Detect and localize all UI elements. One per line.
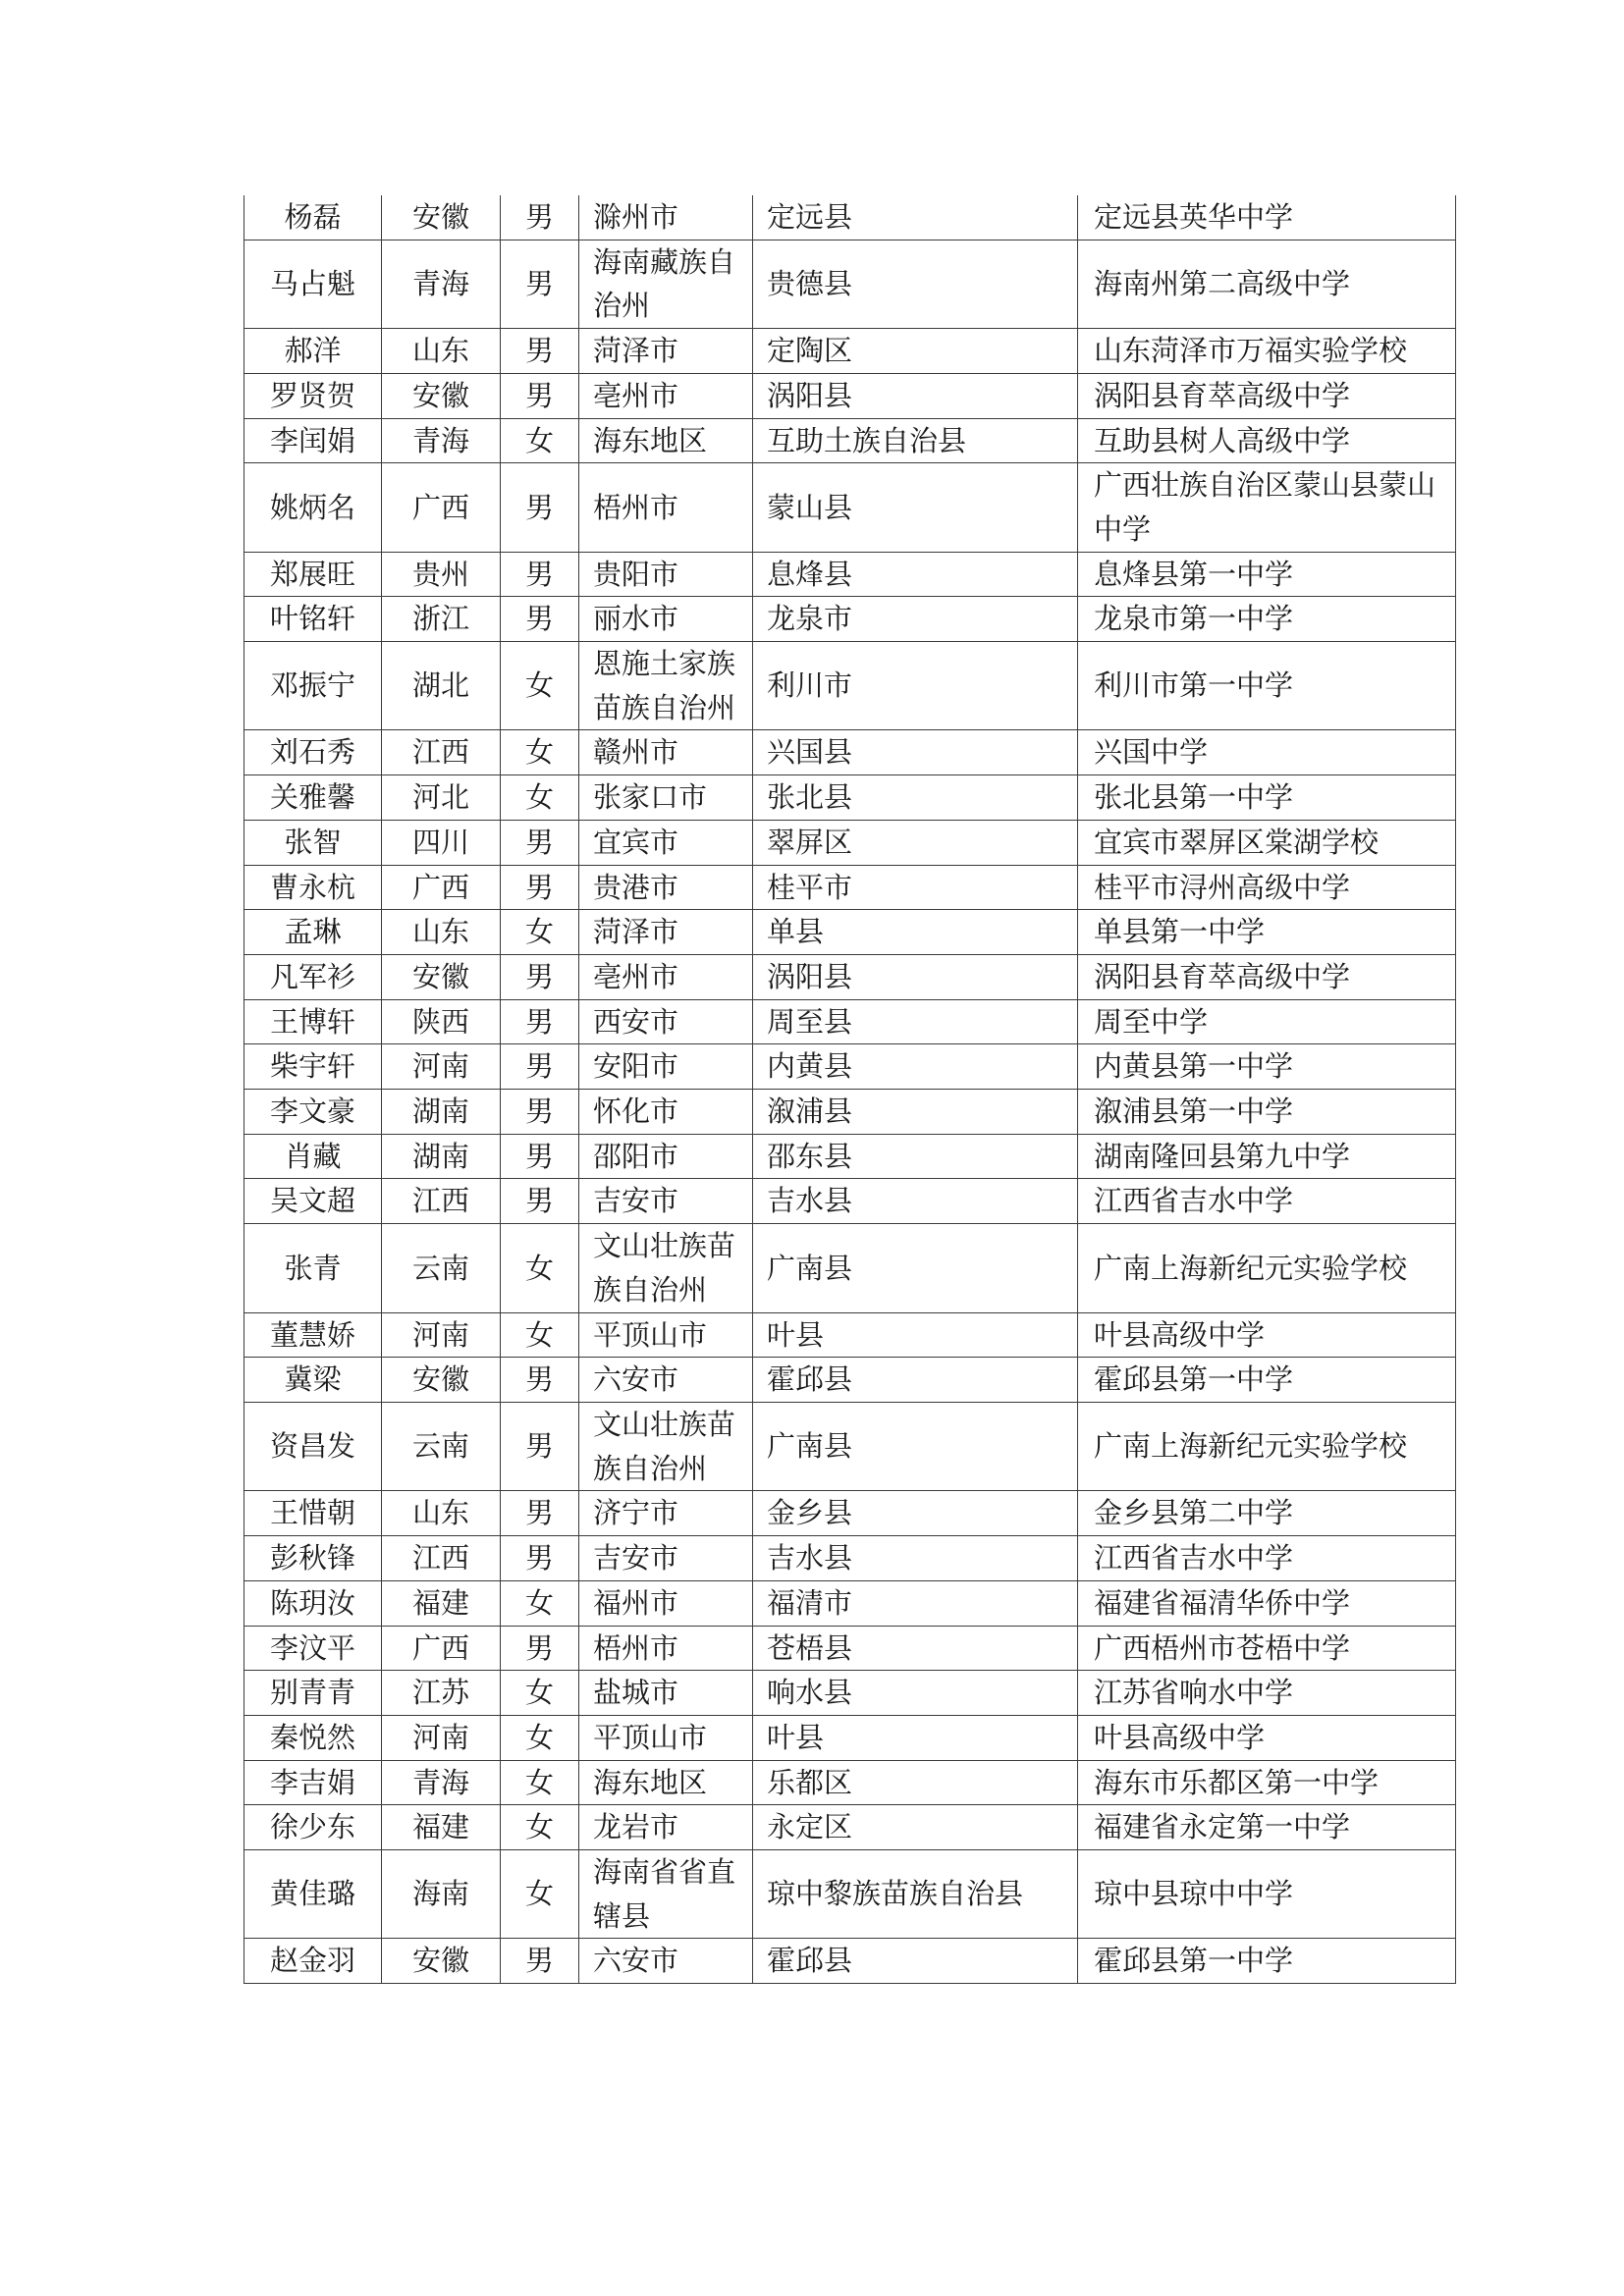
gender-cell: 男	[501, 552, 579, 597]
county-cell: 龙泉市	[753, 597, 1078, 642]
province-cell: 广西	[382, 865, 501, 910]
table-row	[244, 552, 1456, 597]
name-cell: 李汶平	[244, 1626, 382, 1671]
city-cell: 菏泽市	[579, 329, 753, 374]
county-cell: 单县	[753, 910, 1078, 955]
table-row	[244, 642, 1456, 730]
table-row	[244, 1358, 1456, 1403]
gender-cell: 男	[501, 820, 579, 865]
school-cell: 福建省福清华侨中学	[1078, 1580, 1456, 1626]
province-cell: 安徽	[382, 373, 501, 418]
county-cell: 邵东县	[753, 1134, 1078, 1179]
city-cell: 宜宾市	[579, 820, 753, 865]
name-cell: 叶铭轩	[244, 597, 382, 642]
school-cell: 溆浦县第一中学	[1078, 1090, 1456, 1135]
province-cell: 浙江	[382, 597, 501, 642]
county-cell: 吉水县	[753, 1179, 1078, 1224]
student-table	[244, 195, 1456, 1984]
table-row	[244, 1626, 1456, 1671]
city-cell: 文山壮族苗族自治州	[579, 1402, 753, 1490]
gender-cell: 女	[501, 1671, 579, 1716]
province-cell: 山东	[382, 910, 501, 955]
gender-cell: 男	[501, 954, 579, 999]
county-cell: 利川市	[753, 642, 1078, 730]
name-cell: 张青	[244, 1224, 382, 1312]
name-cell: 肖藏	[244, 1134, 382, 1179]
county-cell: 金乡县	[753, 1491, 1078, 1536]
province-cell: 广西	[382, 463, 501, 552]
table-row	[244, 597, 1456, 642]
city-cell: 恩施土家族苗族自治州	[579, 642, 753, 730]
county-cell: 叶县	[753, 1715, 1078, 1760]
table-row	[244, 1224, 1456, 1312]
school-cell: 单县第一中学	[1078, 910, 1456, 955]
school-cell: 广西壮族自治区蒙山县蒙山中学	[1078, 463, 1456, 552]
county-cell: 兴国县	[753, 730, 1078, 775]
school-cell: 广南上海新纪元实验学校	[1078, 1402, 1456, 1490]
city-cell: 贵阳市	[579, 552, 753, 597]
table-row	[244, 240, 1456, 328]
name-cell: 罗贤贺	[244, 373, 382, 418]
name-cell: 杨磊	[244, 195, 382, 240]
gender-cell: 女	[501, 1224, 579, 1312]
city-cell: 吉安市	[579, 1179, 753, 1224]
name-cell: 姚炳名	[244, 463, 382, 552]
gender-cell: 女	[501, 910, 579, 955]
city-cell: 西安市	[579, 999, 753, 1044]
school-cell: 龙泉市第一中学	[1078, 597, 1456, 642]
name-cell: 郑展旺	[244, 552, 382, 597]
school-cell: 利川市第一中学	[1078, 642, 1456, 730]
gender-cell: 女	[501, 642, 579, 730]
school-cell: 兴国中学	[1078, 730, 1456, 775]
province-cell: 四川	[382, 820, 501, 865]
table-row	[244, 463, 1456, 552]
table-row	[244, 865, 1456, 910]
name-cell: 别青青	[244, 1671, 382, 1716]
school-cell: 广南上海新纪元实验学校	[1078, 1224, 1456, 1312]
school-cell: 山东菏泽市万福实验学校	[1078, 329, 1456, 374]
province-cell: 安徽	[382, 195, 501, 240]
gender-cell: 女	[501, 730, 579, 775]
name-cell: 董慧娇	[244, 1312, 382, 1358]
province-cell: 江苏	[382, 1671, 501, 1716]
table-row	[244, 373, 1456, 418]
county-cell: 定远县	[753, 195, 1078, 240]
school-cell: 内黄县第一中学	[1078, 1044, 1456, 1090]
gender-cell: 女	[501, 1850, 579, 1939]
gender-cell: 男	[501, 329, 579, 374]
name-cell: 李闰娟	[244, 418, 382, 463]
province-cell: 广西	[382, 1626, 501, 1671]
gender-cell: 男	[501, 240, 579, 328]
province-cell: 贵州	[382, 552, 501, 597]
school-cell: 叶县高级中学	[1078, 1312, 1456, 1358]
province-cell: 河北	[382, 775, 501, 821]
province-cell: 湖北	[382, 642, 501, 730]
gender-cell: 女	[501, 1760, 579, 1805]
county-cell: 广南县	[753, 1402, 1078, 1490]
gender-cell: 男	[501, 373, 579, 418]
county-cell: 内黄县	[753, 1044, 1078, 1090]
school-cell: 江西省吉水中学	[1078, 1536, 1456, 1581]
gender-cell: 男	[501, 1090, 579, 1135]
school-cell: 叶县高级中学	[1078, 1715, 1456, 1760]
table-row	[244, 329, 1456, 374]
county-cell: 琼中黎族苗族自治县	[753, 1850, 1078, 1939]
gender-cell: 男	[501, 1626, 579, 1671]
province-cell: 云南	[382, 1224, 501, 1312]
province-cell: 福建	[382, 1805, 501, 1850]
province-cell: 青海	[382, 418, 501, 463]
school-cell: 琼中县琼中中学	[1078, 1850, 1456, 1939]
city-cell: 贵港市	[579, 865, 753, 910]
city-cell: 邵阳市	[579, 1134, 753, 1179]
school-cell: 湖南隆回县第九中学	[1078, 1134, 1456, 1179]
province-cell: 青海	[382, 240, 501, 328]
county-cell: 福清市	[753, 1580, 1078, 1626]
school-cell: 周至中学	[1078, 999, 1456, 1044]
table-row	[244, 1760, 1456, 1805]
school-cell: 桂平市浔州高级中学	[1078, 865, 1456, 910]
county-cell: 霍邱县	[753, 1358, 1078, 1403]
name-cell: 马占魁	[244, 240, 382, 328]
name-cell: 陈玥汝	[244, 1580, 382, 1626]
table-row	[244, 1850, 1456, 1939]
school-cell: 定远县英华中学	[1078, 195, 1456, 240]
county-cell: 桂平市	[753, 865, 1078, 910]
name-cell: 冀梁	[244, 1358, 382, 1403]
school-cell: 江苏省响水中学	[1078, 1671, 1456, 1716]
table-row	[244, 1580, 1456, 1626]
city-cell: 丽水市	[579, 597, 753, 642]
school-cell: 海南州第二高级中学	[1078, 240, 1456, 328]
city-cell: 平顶山市	[579, 1715, 753, 1760]
county-cell: 贵德县	[753, 240, 1078, 328]
table-row	[244, 1715, 1456, 1760]
province-cell: 陕西	[382, 999, 501, 1044]
table-row	[244, 910, 1456, 955]
gender-cell: 男	[501, 1939, 579, 1984]
table-row	[244, 954, 1456, 999]
province-cell: 江西	[382, 1179, 501, 1224]
city-cell: 梧州市	[579, 463, 753, 552]
gender-cell: 男	[501, 1491, 579, 1536]
table-row	[244, 1805, 1456, 1850]
school-cell: 息烽县第一中学	[1078, 552, 1456, 597]
city-cell: 盐城市	[579, 1671, 753, 1716]
city-cell: 海南省省直辖县	[579, 1850, 753, 1939]
gender-cell: 女	[501, 775, 579, 821]
city-cell: 怀化市	[579, 1090, 753, 1135]
county-cell: 吉水县	[753, 1536, 1078, 1581]
province-cell: 云南	[382, 1402, 501, 1490]
table-row	[244, 820, 1456, 865]
name-cell: 李吉娟	[244, 1760, 382, 1805]
table-row	[244, 1044, 1456, 1090]
county-cell: 涡阳县	[753, 373, 1078, 418]
city-cell: 梧州市	[579, 1626, 753, 1671]
city-cell: 六安市	[579, 1939, 753, 1984]
county-cell: 互助土族自治县	[753, 418, 1078, 463]
name-cell: 王惜朝	[244, 1491, 382, 1536]
city-cell: 菏泽市	[579, 910, 753, 955]
province-cell: 江西	[382, 730, 501, 775]
name-cell: 吴文超	[244, 1179, 382, 1224]
city-cell: 亳州市	[579, 373, 753, 418]
school-cell: 海东市乐都区第一中学	[1078, 1760, 1456, 1805]
gender-cell: 男	[501, 1536, 579, 1581]
province-cell: 山东	[382, 1491, 501, 1536]
table-row	[244, 195, 1456, 240]
city-cell: 滁州市	[579, 195, 753, 240]
gender-cell: 男	[501, 1402, 579, 1490]
county-cell: 霍邱县	[753, 1939, 1078, 1984]
city-cell: 平顶山市	[579, 1312, 753, 1358]
city-cell: 文山壮族苗族自治州	[579, 1224, 753, 1312]
city-cell: 福州市	[579, 1580, 753, 1626]
name-cell: 彭秋锋	[244, 1536, 382, 1581]
province-cell: 安徽	[382, 954, 501, 999]
name-cell: 秦悦然	[244, 1715, 382, 1760]
gender-cell: 女	[501, 418, 579, 463]
province-cell: 湖南	[382, 1134, 501, 1179]
table-row	[244, 1491, 1456, 1536]
school-cell: 涡阳县育萃高级中学	[1078, 954, 1456, 999]
gender-cell: 女	[501, 1805, 579, 1850]
name-cell: 赵金羽	[244, 1939, 382, 1984]
province-cell: 海南	[382, 1850, 501, 1939]
county-cell: 蒙山县	[753, 463, 1078, 552]
city-cell: 海南藏族自治州	[579, 240, 753, 328]
table-row	[244, 730, 1456, 775]
school-cell: 互助县树人高级中学	[1078, 418, 1456, 463]
school-cell: 福建省永定第一中学	[1078, 1805, 1456, 1850]
table-row	[244, 1671, 1456, 1716]
school-cell: 宜宾市翠屏区棠湖学校	[1078, 820, 1456, 865]
school-cell: 霍邱县第一中学	[1078, 1358, 1456, 1403]
table-row	[244, 1939, 1456, 1984]
city-cell: 海东地区	[579, 418, 753, 463]
name-cell: 关雅馨	[244, 775, 382, 821]
county-cell: 定陶区	[753, 329, 1078, 374]
name-cell: 王博轩	[244, 999, 382, 1044]
province-cell: 山东	[382, 329, 501, 374]
province-cell: 江西	[382, 1536, 501, 1581]
province-cell: 河南	[382, 1715, 501, 1760]
school-cell: 涡阳县育萃高级中学	[1078, 373, 1456, 418]
school-cell: 江西省吉水中学	[1078, 1179, 1456, 1224]
table-row	[244, 775, 1456, 821]
name-cell: 徐少东	[244, 1805, 382, 1850]
school-cell: 金乡县第二中学	[1078, 1491, 1456, 1536]
table-row	[244, 1402, 1456, 1490]
school-cell: 霍邱县第一中学	[1078, 1939, 1456, 1984]
province-cell: 河南	[382, 1044, 501, 1090]
table-row	[244, 1134, 1456, 1179]
province-cell: 河南	[382, 1312, 501, 1358]
province-cell: 湖南	[382, 1090, 501, 1135]
name-cell: 张智	[244, 820, 382, 865]
county-cell: 叶县	[753, 1312, 1078, 1358]
table-row	[244, 418, 1456, 463]
table-body	[244, 195, 1456, 1984]
gender-cell: 女	[501, 1580, 579, 1626]
province-cell: 安徽	[382, 1939, 501, 1984]
county-cell: 乐都区	[753, 1760, 1078, 1805]
school-cell: 广西梧州市苍梧中学	[1078, 1626, 1456, 1671]
gender-cell: 女	[501, 1715, 579, 1760]
school-cell: 张北县第一中学	[1078, 775, 1456, 821]
gender-cell: 男	[501, 1134, 579, 1179]
county-cell: 响水县	[753, 1671, 1078, 1716]
table-row	[244, 1312, 1456, 1358]
county-cell: 溆浦县	[753, 1090, 1078, 1135]
name-cell: 资昌发	[244, 1402, 382, 1490]
name-cell: 李文豪	[244, 1090, 382, 1135]
gender-cell: 男	[501, 1179, 579, 1224]
name-cell: 邓振宁	[244, 642, 382, 730]
city-cell: 安阳市	[579, 1044, 753, 1090]
county-cell: 涡阳县	[753, 954, 1078, 999]
name-cell: 刘石秀	[244, 730, 382, 775]
county-cell: 苍梧县	[753, 1626, 1078, 1671]
name-cell: 曹永杭	[244, 865, 382, 910]
city-cell: 吉安市	[579, 1536, 753, 1581]
table-row	[244, 1179, 1456, 1224]
name-cell: 黄佳璐	[244, 1850, 382, 1939]
province-cell: 青海	[382, 1760, 501, 1805]
name-cell: 凡军衫	[244, 954, 382, 999]
gender-cell: 男	[501, 463, 579, 552]
city-cell: 张家口市	[579, 775, 753, 821]
county-cell: 永定区	[753, 1805, 1078, 1850]
county-cell: 翠屏区	[753, 820, 1078, 865]
gender-cell: 女	[501, 1312, 579, 1358]
table-row	[244, 1090, 1456, 1135]
city-cell: 龙岩市	[579, 1805, 753, 1850]
county-cell: 广南县	[753, 1224, 1078, 1312]
table-row	[244, 1536, 1456, 1581]
gender-cell: 男	[501, 865, 579, 910]
table-row	[244, 999, 1456, 1044]
name-cell: 郝洋	[244, 329, 382, 374]
name-cell: 孟琳	[244, 910, 382, 955]
city-cell: 赣州市	[579, 730, 753, 775]
city-cell: 六安市	[579, 1358, 753, 1403]
city-cell: 亳州市	[579, 954, 753, 999]
city-cell: 济宁市	[579, 1491, 753, 1536]
name-cell: 柴宇轩	[244, 1044, 382, 1090]
city-cell: 海东地区	[579, 1760, 753, 1805]
gender-cell: 男	[501, 597, 579, 642]
gender-cell: 男	[501, 1044, 579, 1090]
county-cell: 息烽县	[753, 552, 1078, 597]
gender-cell: 男	[501, 999, 579, 1044]
county-cell: 张北县	[753, 775, 1078, 821]
gender-cell: 男	[501, 195, 579, 240]
county-cell: 周至县	[753, 999, 1078, 1044]
province-cell: 福建	[382, 1580, 501, 1626]
gender-cell: 男	[501, 1358, 579, 1403]
province-cell: 安徽	[382, 1358, 501, 1403]
